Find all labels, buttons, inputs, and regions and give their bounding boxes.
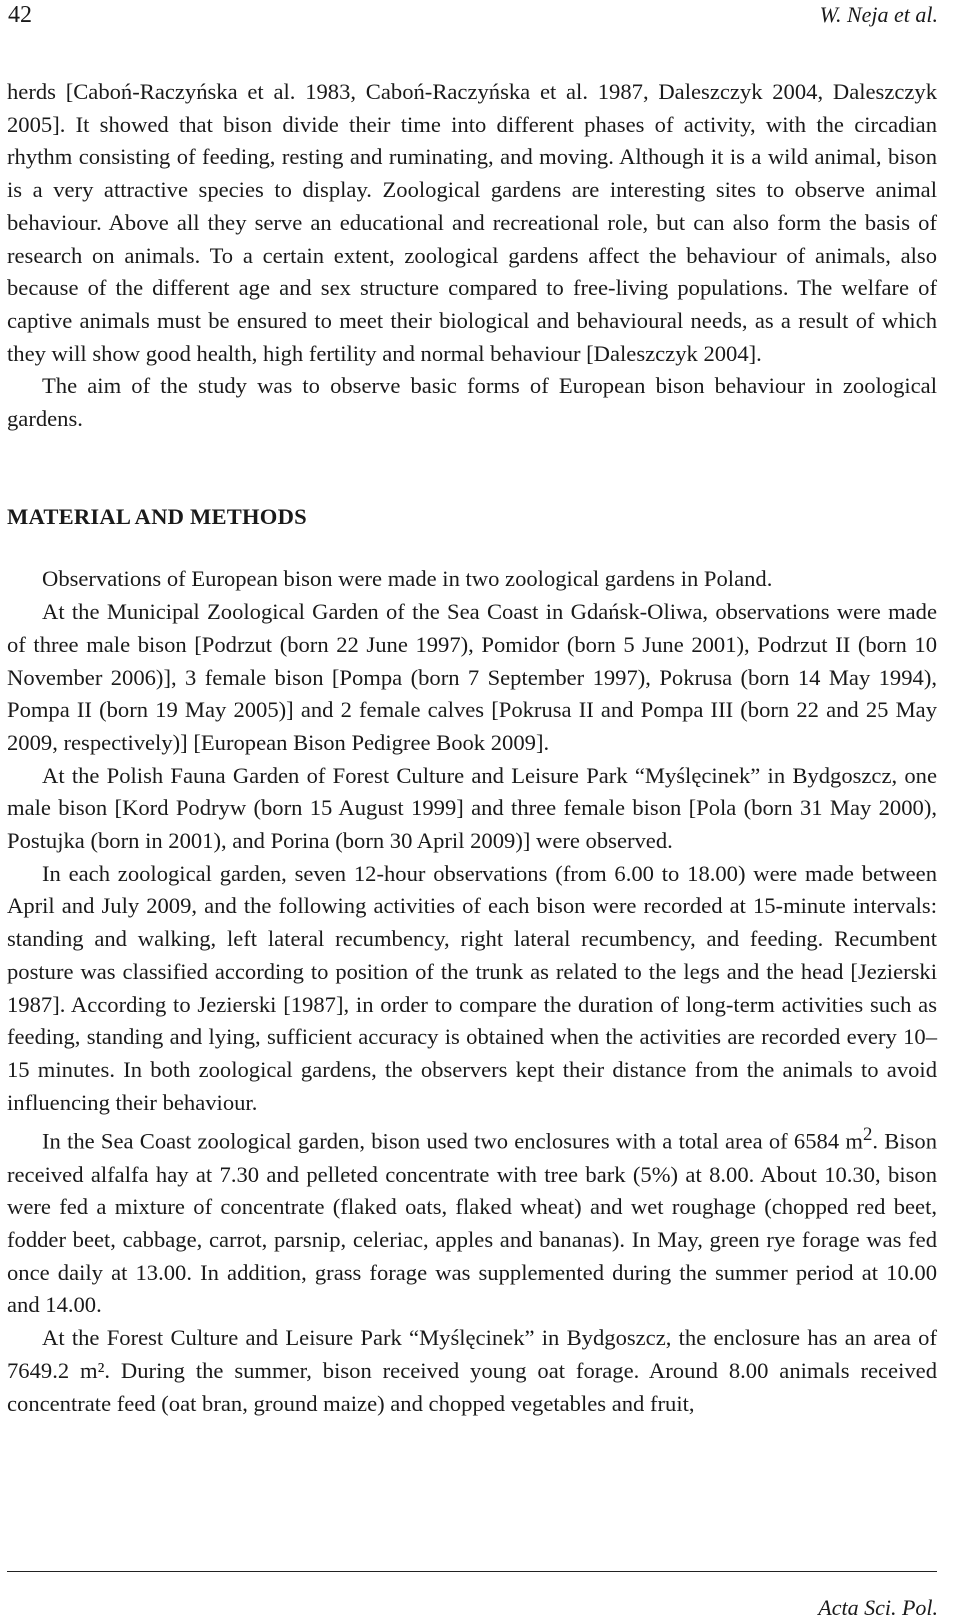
article-body (7, 76, 937, 1420)
running-head-authors: W. Neja et al. (819, 2, 938, 27)
methods-paragraph-1: Observations of European bison were made in two zoological gardens in Poland. (42, 566, 773, 592)
methods-paragraph-feeding-sea-coast (7, 1119, 937, 1322)
feeding-text-part-2: . Bison received alfalfa hay at 7.30 and pelleted concentrate with tree bark (5%) at 8.00. About 10.30, bison were fed a mixture of concentrate (flaked oats, flaked wheat) and wet roughage (chopped red beet, fodder beet, cabbage, carrot, parsnip, celeriac, apples and bananas). In May, green rye forage was fed once daily at 13.00. In addition, grass forage was supplemented during the summer period at 10.00 and 14.00. (7, 1128, 938, 1318)
methods-paragraph-observations: In each zoological garden, seven 12-hour observations (from 6.00 to 18.00) were made between April and July 2009, and the following activities of each bison were recorded at 15-minute intervals: standing and walking, left lateral recumbency, right lateral recumbency, and feeding. Recumbent posture was classified according to position of the trunk as related to the legs and the head [Jezierski 1987]. According to Jezierski [1987], in order to compare the duration of long-term activities such as feeding, standing and lying, sufficient accuracy is obtained when the activities are recorded every 10–15 minutes. In both zoological gardens, the observers kept their distance from the animals to avoid influencing their behaviour. (7, 860, 937, 1115)
study-aim-paragraph: The aim of the study was to observe basic forms of European bison behaviour in zoological gardens. (7, 373, 937, 432)
feeding-text-part-1: In the Sea Coast zoological garden, bison used two enclosures with a total area of 6584 m (42, 1128, 863, 1154)
footer-rule (7, 1571, 937, 1572)
page-number: 42 (8, 2, 32, 28)
methods-paragraph-gdansk: At the Municipal Zoological Garden of the Sea Coast in Gdańsk-Oliwa, observations were made of three male bison [Podrzut (born 22 June 1997), Pomidor (born 5 June 2001), Podrzut II (born 10 November 2006)], 3 female bison [Pompa (born 7 September 1997), Pokrusa (born 14 May 1994), Pompa II (born 19 May 2005)] and 2 female calves [Pokrusa II and Pompa III (born 22 and 25 May 2009, respectively)] [European Bison Pedigree Book 2009]. (7, 599, 937, 755)
methods-paragraph-bydgoszcz: At the Polish Fauna Garden of Forest Culture and Leisure Park “Myślęcinek” in Bydgoszcz, one male bison [Kord Podryw (born 15 August 1999] and three female bison [Pola (born 31 May 2000), Postujka (born in 2001), and Porina (born 30 April 2009)] were observed. (7, 762, 937, 854)
intro-paragraph-continued: herds [Caboń-Raczyńska et al. 1983, Caboń-Raczyńska et al. 1987, Daleszczyk 2004, Daleszczyk 2005]. It showed that bison divide their time into different phases of activity, with the circadian rhythm consisting of feeding, resting and ruminating, and moving. Although it is a wild animal, bison is a very attractive species to display. Zoological gardens are interesting sites to observe animal behaviour. Above all they serve an educational and recreational role, but can also form the basis of research on animals. To a certain extent, zoological gardens affect the behaviour of animals, also because of the different age and sex structure compared to free-living populations. The welfare of captive animals must be ensured to meet their biological and behavioural needs, as a result of which they will show good health, high fertility and normal behaviour [Daleszczyk 2004]. (7, 79, 937, 366)
superscript-2: 2 (862, 1124, 873, 1146)
section-heading-material-methods: MATERIAL AND METHODS (7, 503, 307, 529)
footer-journal-name: Acta Sci. Pol. (818, 1595, 938, 1620)
methods-paragraph-feeding-myslecinek: At the Forest Culture and Leisure Park “Myślęcinek” in Bydgoszcz, the enclosure has an area of 7649.2 m². During the summer, bison received young oat forage. Around 8.00 animals received concentrate feed (oat bran, ground maize) and chopped vegetables and fruit, (7, 1325, 937, 1416)
page-header (8, 0, 938, 34)
